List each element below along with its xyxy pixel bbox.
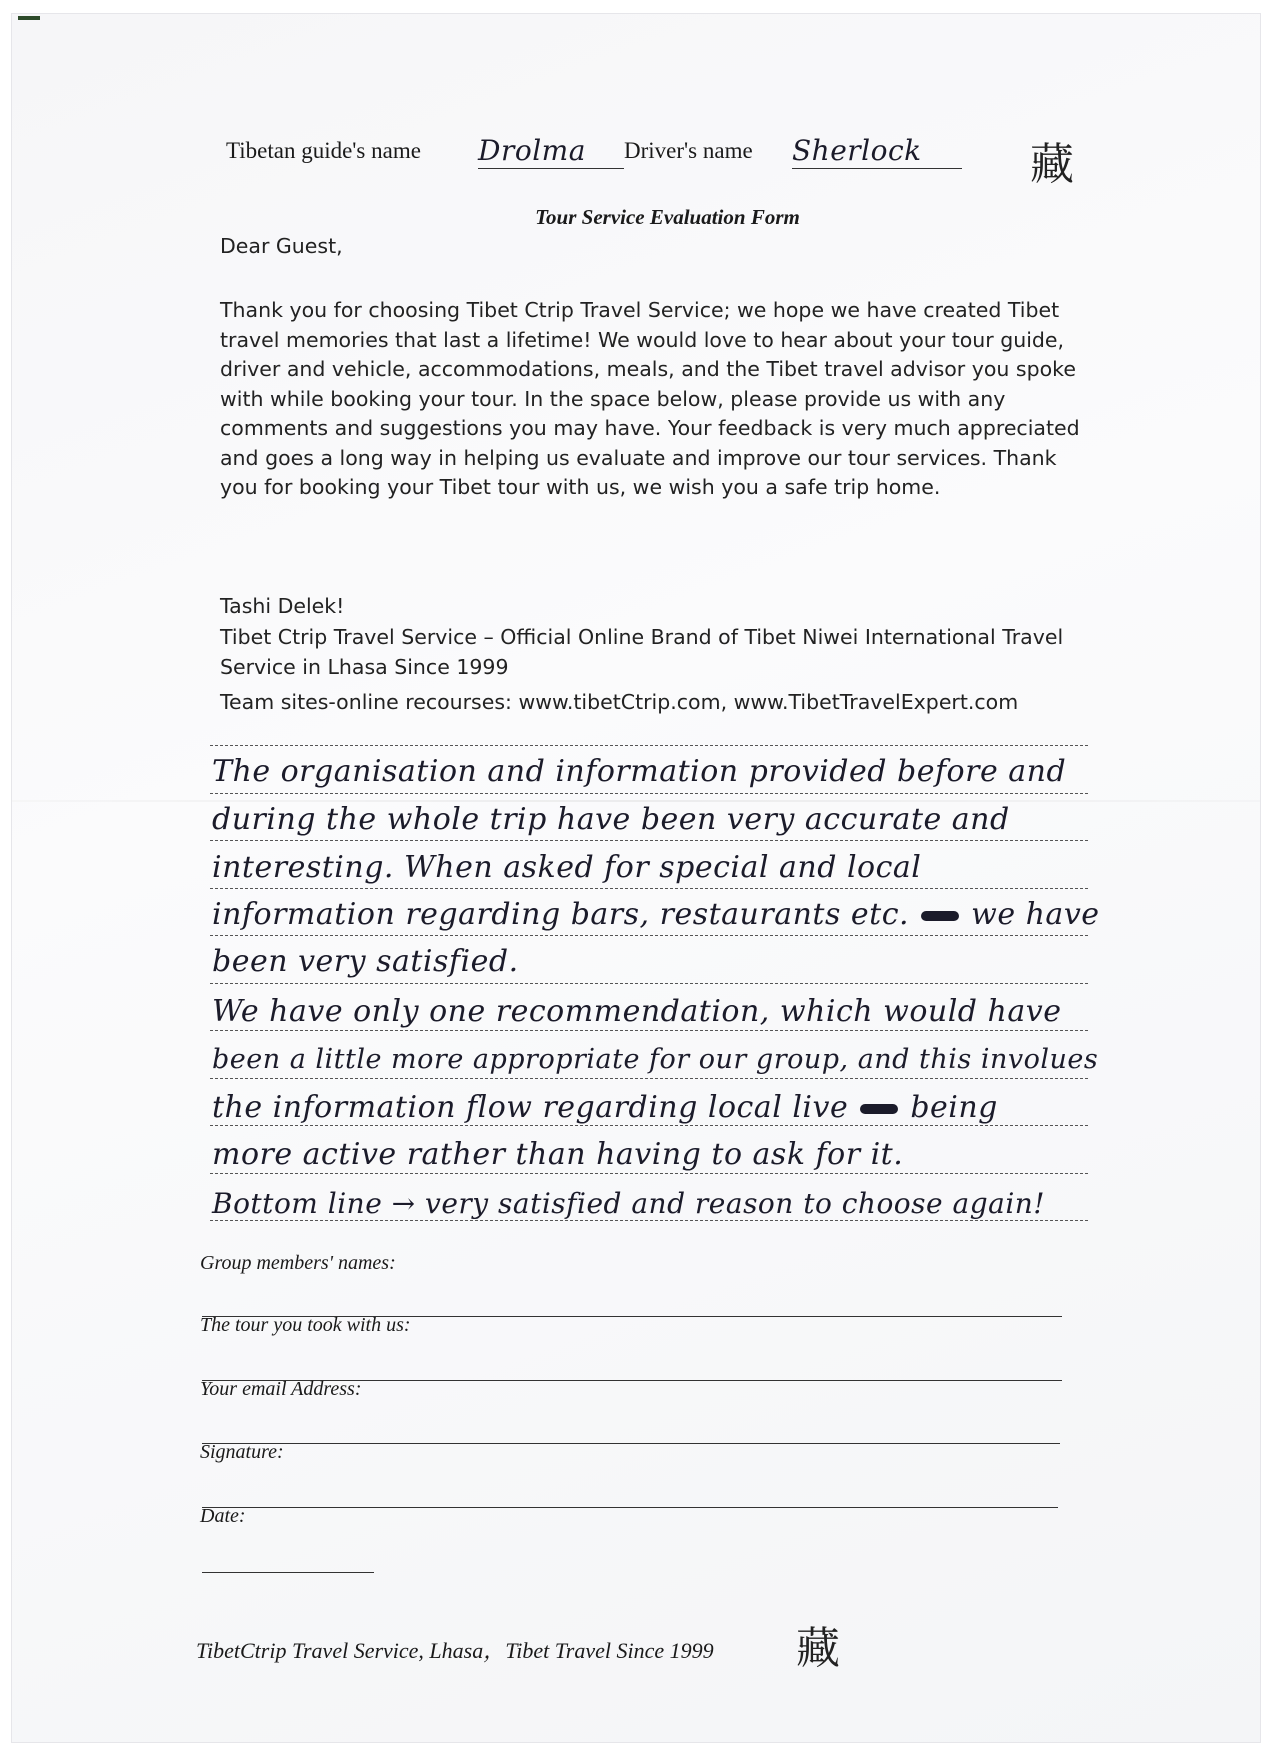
signoff-greeting: Tashi Delek! (220, 594, 345, 618)
feedback-line: more active rather than having to ask for it. (212, 1137, 904, 1172)
feedback-line: been a little more appropriate for our group, and this involues (212, 1044, 1099, 1075)
signoff-company: Tibet Ctrip Travel Service – Official Online Brand of Tibet Niwei International Travel Service in Lhasa Since 1999 (220, 625, 1064, 679)
group-members-label: Group members' names: (200, 1252, 396, 1274)
header-names-row (226, 134, 1126, 178)
feedback-line: Bottom line → very satisfied and reason to choose again! (212, 1187, 1046, 1220)
footer-text: TibetCtrip Travel Service, Lhasa，Tibet Travel Since 1999 (196, 1638, 714, 1663)
ruled-line (210, 1173, 1088, 1174)
greeting: Dear Guest, (220, 234, 343, 258)
date-input-line[interactable] (202, 1572, 374, 1573)
feedback-line (212, 897, 1142, 933)
ruled-line (210, 1030, 1088, 1031)
ruled-line (210, 840, 1088, 841)
intro-paragraph: Thank you for choosing Tibet Ctrip Travel Service; we hope we have created Tibet travel memories that last a lifetime! We would love to hear about your tour guide, driver and vehicle, accommodations, meals, and the Tibet travel advisor you spoke with while booking your tour. In the space below, please provide us with any comments and suggestions you may have. Your feedback is very much appreciated and goes a long way in helping us evaluate and improve our tour services. Thank you for booking your Tibet tour with us, we wish you a safe trip home. (220, 298, 1080, 499)
signoff-websites: Team sites-online recourses: www.tibetCtrip.com, www.TibetTravelExpert.com (220, 690, 1019, 714)
scribble-mark (860, 1104, 898, 1114)
ruled-line (210, 745, 1088, 746)
feedback-line: We have only one recommendation, which would have (212, 994, 1062, 1029)
tibet-seal-icon: 藏 (1030, 139, 1074, 190)
guide-name-field[interactable]: Drolma (478, 134, 624, 169)
feedback-line: been very satisfied. (212, 944, 519, 979)
ruled-line (210, 935, 1088, 936)
feedback-line: interesting. When asked for special and local (212, 850, 922, 885)
feedback-line: The organisation and information provided before and (212, 754, 1067, 789)
feedback-line (212, 1090, 1142, 1126)
ruled-line (210, 1078, 1088, 1079)
feedback-line-text: the information flow regarding local live (212, 1090, 849, 1125)
tour-label: The tour you took with us: (200, 1314, 411, 1336)
corner-mark (18, 16, 40, 20)
tibet-seal-icon: 藏 (796, 1623, 840, 1674)
ruled-line (210, 793, 1088, 794)
form-title: Tour Service Evaluation Form (535, 205, 800, 229)
date-label: Date: (200, 1505, 246, 1527)
feedback-line-text: we have (971, 897, 1100, 932)
email-label: Your email Address: (200, 1378, 362, 1400)
ruled-line (210, 888, 1088, 889)
signature-input-line[interactable] (202, 1507, 1058, 1508)
driver-name-field[interactable]: Sherlock (792, 134, 962, 169)
driver-name-label: Driver's name (624, 138, 753, 163)
signature-label: Signature: (200, 1441, 284, 1463)
feedback-line-text: information regarding bars, restaurants etc. (212, 897, 910, 932)
feedback-line-text: being (910, 1090, 998, 1125)
feedback-line: during the whole trip have been very accurate and (212, 802, 1010, 837)
ruled-line (210, 983, 1088, 984)
email-input-line[interactable] (202, 1443, 1060, 1444)
scribble-mark (921, 911, 959, 921)
guide-name-label: Tibetan guide's name (226, 138, 421, 163)
